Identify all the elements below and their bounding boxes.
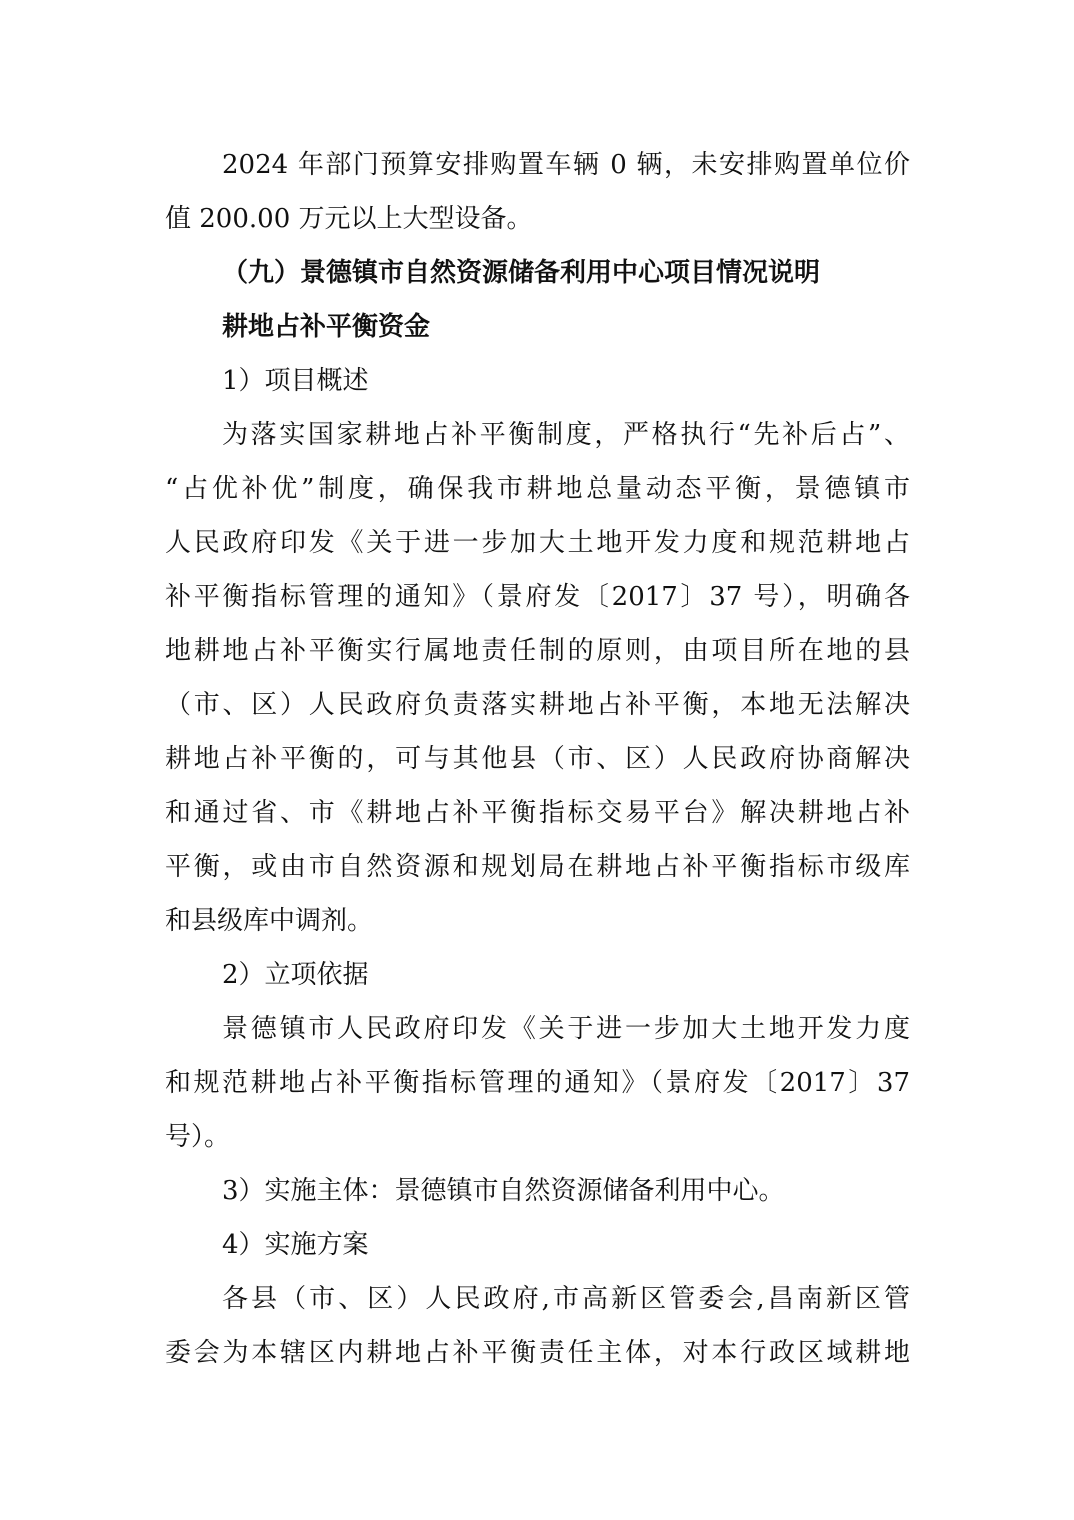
text-line: “占优补优”制度，确保我市耕地总量动态平衡，景德镇市 — [165, 474, 910, 504]
text-line: 号）。 — [165, 1122, 231, 1152]
text-line: 平衡，或由市自然资源和规划局在耕地占补平衡指标市级库 — [165, 852, 910, 882]
text-line: 人民政府印发《关于进一步加大土地开发力度和规范耕地占 — [165, 528, 910, 558]
text-line: 补平衡指标管理的通知》（景府发〔2017〕37 号），明确各 — [165, 582, 910, 612]
text-line: 景德镇市人民政府印发《关于进一步加大土地开发力度 — [222, 1014, 910, 1044]
text-line: 各县（市、区）人民政府,市高新区管委会,昌南新区管 — [222, 1284, 910, 1314]
text-line: 1）项目概述 — [222, 366, 369, 396]
text-line: 2024 年部门预算安排购置车辆 0 辆，未安排购置单位价 — [222, 150, 910, 180]
text-line: 3）实施主体：景德镇市自然资源储备利用中心。 — [222, 1176, 785, 1206]
text-line: 值 200.00 万元以上大型设备。 — [165, 204, 533, 234]
text-line: 委会为本辖区内耕地占补平衡责任主体，对本行政区域耕地 — [165, 1338, 910, 1368]
text-line: 耕地占补平衡的，可与其他县（市、区）人民政府协商解决 — [165, 744, 910, 774]
text-line: （市、区）人民政府负责落实耕地占补平衡，本地无法解决 — [165, 690, 910, 720]
section-heading: 耕地占补平衡资金 — [222, 312, 431, 342]
text-line: 和规范耕地占补平衡指标管理的通知》（景府发〔2017〕37 — [165, 1068, 910, 1098]
text-line: 和通过省、市《耕地占补平衡指标交易平台》解决耕地占补 — [165, 798, 910, 828]
text-line: 为落实国家耕地占补平衡制度，严格执行“先补后占”、 — [222, 420, 910, 450]
section-heading: （九）景德镇市自然资源储备利用中心项目情况说明 — [222, 258, 821, 288]
text-line: 2）立项依据 — [222, 960, 369, 990]
text-line: 和县级库中调剂。 — [165, 906, 374, 936]
text-line: 地耕地占补平衡实行属地责任制的原则，由项目所在地的县 — [165, 636, 910, 666]
text-line: 4）实施方案 — [222, 1230, 369, 1260]
